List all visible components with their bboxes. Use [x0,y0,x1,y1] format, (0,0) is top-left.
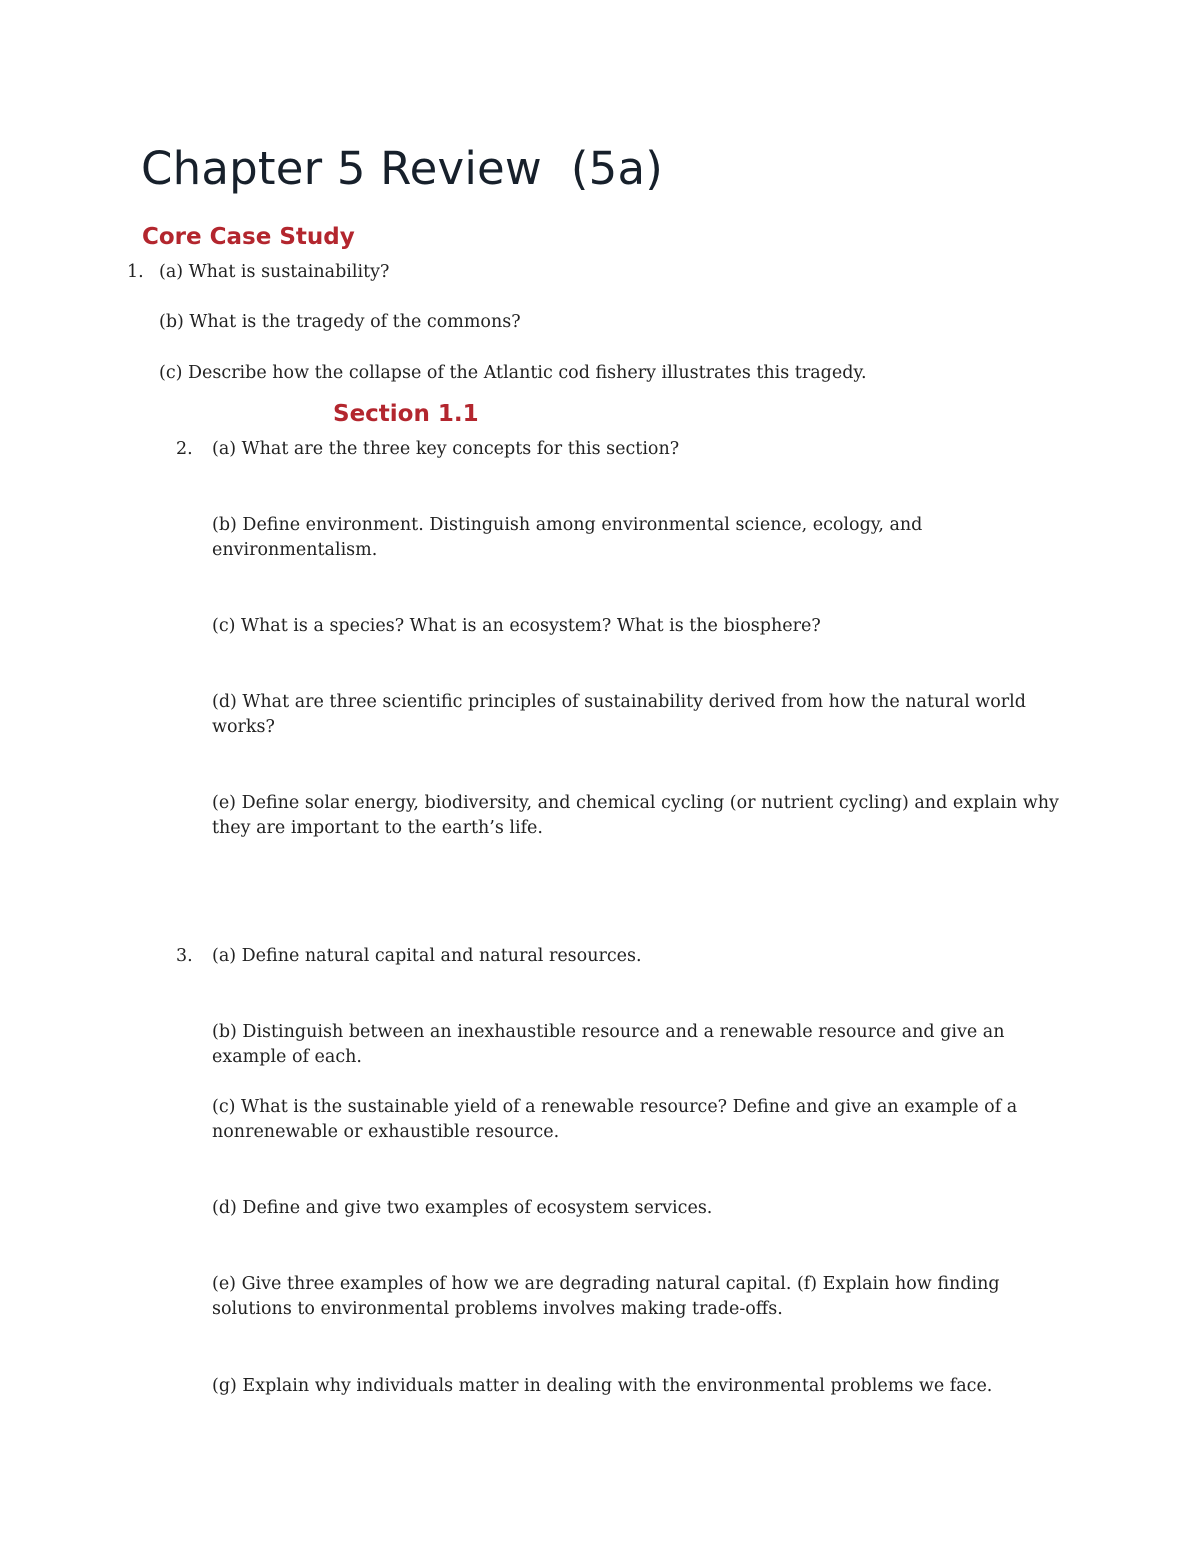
question-3e: (e) Give three examples of how we are degrading natural capital. (f) Explain how finding solutions to environmental problems involves making trade-offs. [212,1274,1000,1319]
question-2b: (b) Define environment. Distinguish among environmental science, ecology, and environmentalism. [212,515,923,560]
question-2a: (a) What are the three key concepts for this section? [212,439,680,459]
question-2c: (c) What is a species? What is an ecosystem? What is the biosphere? [212,616,821,636]
question-3b: (b) Distinguish between an inexhaustible resource and a renewable resource and give an example of each. [212,1022,1005,1067]
question-1-number: 1. [127,262,144,282]
question-1a: (a) What is sustainability? [159,262,390,282]
question-3-number: 3. [176,946,193,966]
question-2d: (d) What are three scientific principles of sustainability derived from how the natural world works? [212,692,1026,737]
question-3a: (a) Define natural capital and natural resources. [212,946,642,966]
page-title: Chapter 5 Review (5a) [141,142,664,195]
heading-core-case-study: Core Case Study [142,224,355,250]
question-2-number: 2. [176,439,193,459]
question-3d: (d) Define and give two examples of ecosystem services. [212,1198,713,1218]
question-1c: (c) Describe how the collapse of the Atlantic cod fishery illustrates this tragedy. [159,363,867,383]
question-2e: (e) Define solar energy, biodiversity, and chemical cycling (or nutrient cycling) and explain why they are important to the earth’s life. [212,793,1059,838]
question-3g: (g) Explain why individuals matter in dealing with the environmental problems we face. [212,1376,993,1396]
question-1b: (b) What is the tragedy of the commons? [159,312,521,332]
question-3c: (c) What is the sustainable yield of a renewable resource? Define and give an example of a nonrenewable or exhaustible resource. [212,1097,1018,1142]
heading-section-1-1: Section 1.1 [333,401,479,427]
